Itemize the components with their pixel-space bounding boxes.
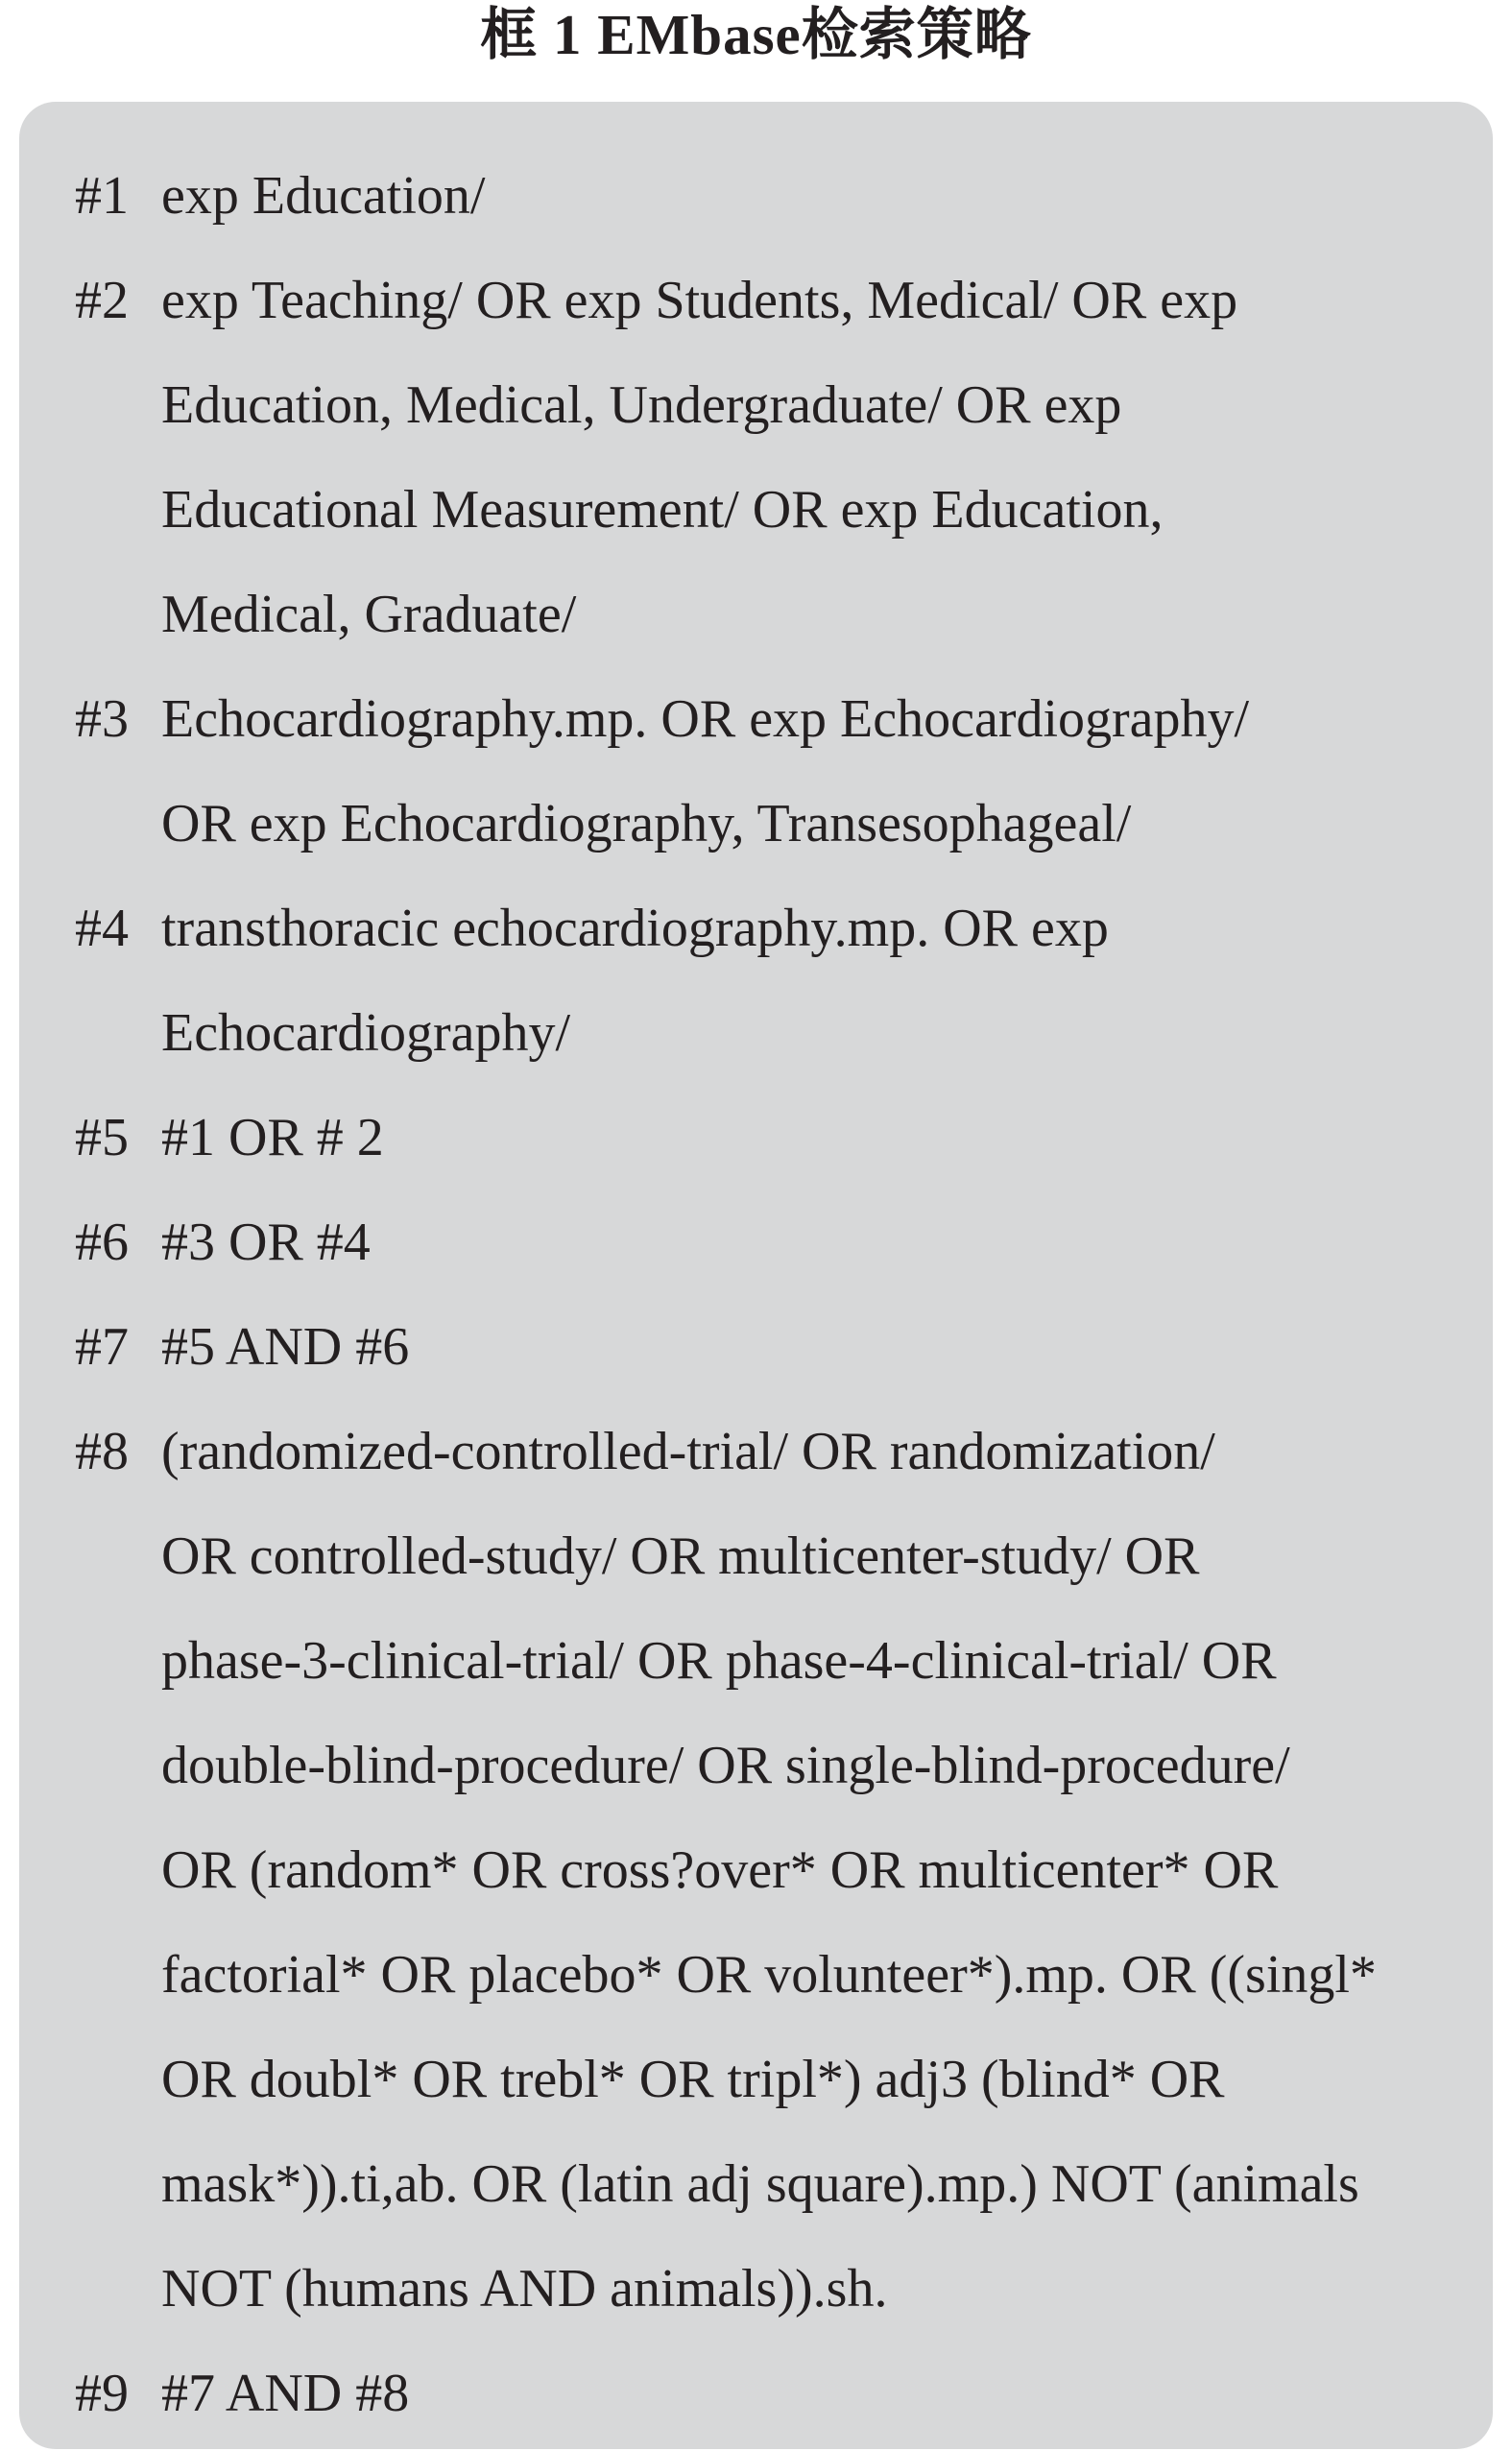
search-step (75, 667, 1457, 877)
search-step-line: factorial* OR placebo* OR volunteer*).mp. OR ((singl* (161, 1945, 1377, 2005)
search-step-line: (randomized-controlled-trial/ OR randomization/ (161, 1422, 1215, 1481)
search-step-number: #3 (75, 689, 129, 749)
search-step-number: #9 (75, 2364, 129, 2423)
search-step-line: mask*)).ti,ab. OR (latin adj square).mp.) NOT (animals (161, 2154, 1359, 2214)
search-step-line: NOT (humans AND animals)).sh. (161, 2259, 888, 2319)
search-step-line: exp Education/ (161, 166, 486, 226)
search-step-line: OR doubl* OR trebl* OR tripl*) adj3 (blind* OR (161, 2050, 1225, 2109)
search-step-line: OR controlled-study/ OR multicenter-study/ OR (161, 1526, 1200, 1586)
search-step-number: #7 (75, 1317, 129, 1377)
box-title: 框 1 EMbase检索策略 (480, 3, 1032, 66)
search-step-line: Echocardiography.mp. OR exp Echocardiography/ (161, 689, 1250, 749)
search-step-line: Echocardiography/ (161, 1003, 571, 1063)
search-step-line: #3 OR #4 (161, 1213, 371, 1272)
search-step (75, 1400, 1457, 2342)
search-step-line: phase-3-clinical-trial/ OR phase-4-clinical-trial/ OR (161, 1631, 1277, 1691)
search-step-line: #5 AND #6 (161, 1317, 410, 1377)
search-step (75, 2342, 1457, 2446)
search-step (75, 1295, 1457, 1400)
search-step-line: Medical, Graduate/ (161, 585, 577, 644)
search-step-line: Educational Measurement/ OR exp Education, (161, 480, 1164, 540)
search-step-line: Education, Medical, Undergraduate/ OR exp (161, 375, 1122, 435)
search-step (75, 1086, 1457, 1190)
search-step-number: #2 (75, 271, 129, 330)
search-step-line: transthoracic echocardiography.mp. OR exp (161, 899, 1109, 958)
search-step-number: #4 (75, 899, 129, 958)
search-step-number: #5 (75, 1108, 129, 1167)
search-step (75, 249, 1457, 667)
search-step-line: #7 AND #8 (161, 2364, 410, 2423)
search-step-line: #1 OR # 2 (161, 1108, 384, 1167)
search-step (75, 1190, 1457, 1295)
search-step-line: OR exp Echocardiography, Transesophageal/ (161, 794, 1132, 853)
search-step-number: #8 (75, 1422, 129, 1481)
search-step (75, 144, 1457, 249)
search-step-line: OR (random* OR cross?over* OR multicenter* OR (161, 1840, 1279, 1900)
search-step-line: double-blind-procedure/ OR single-blind-procedure/ (161, 1736, 1290, 1795)
search-step-number: #1 (75, 166, 129, 226)
search-strategy-list (75, 144, 1457, 2446)
search-step (75, 877, 1457, 1086)
search-step-line: exp Teaching/ OR exp Students, Medical/ OR exp (161, 271, 1238, 330)
search-step-number: #6 (75, 1213, 129, 1272)
